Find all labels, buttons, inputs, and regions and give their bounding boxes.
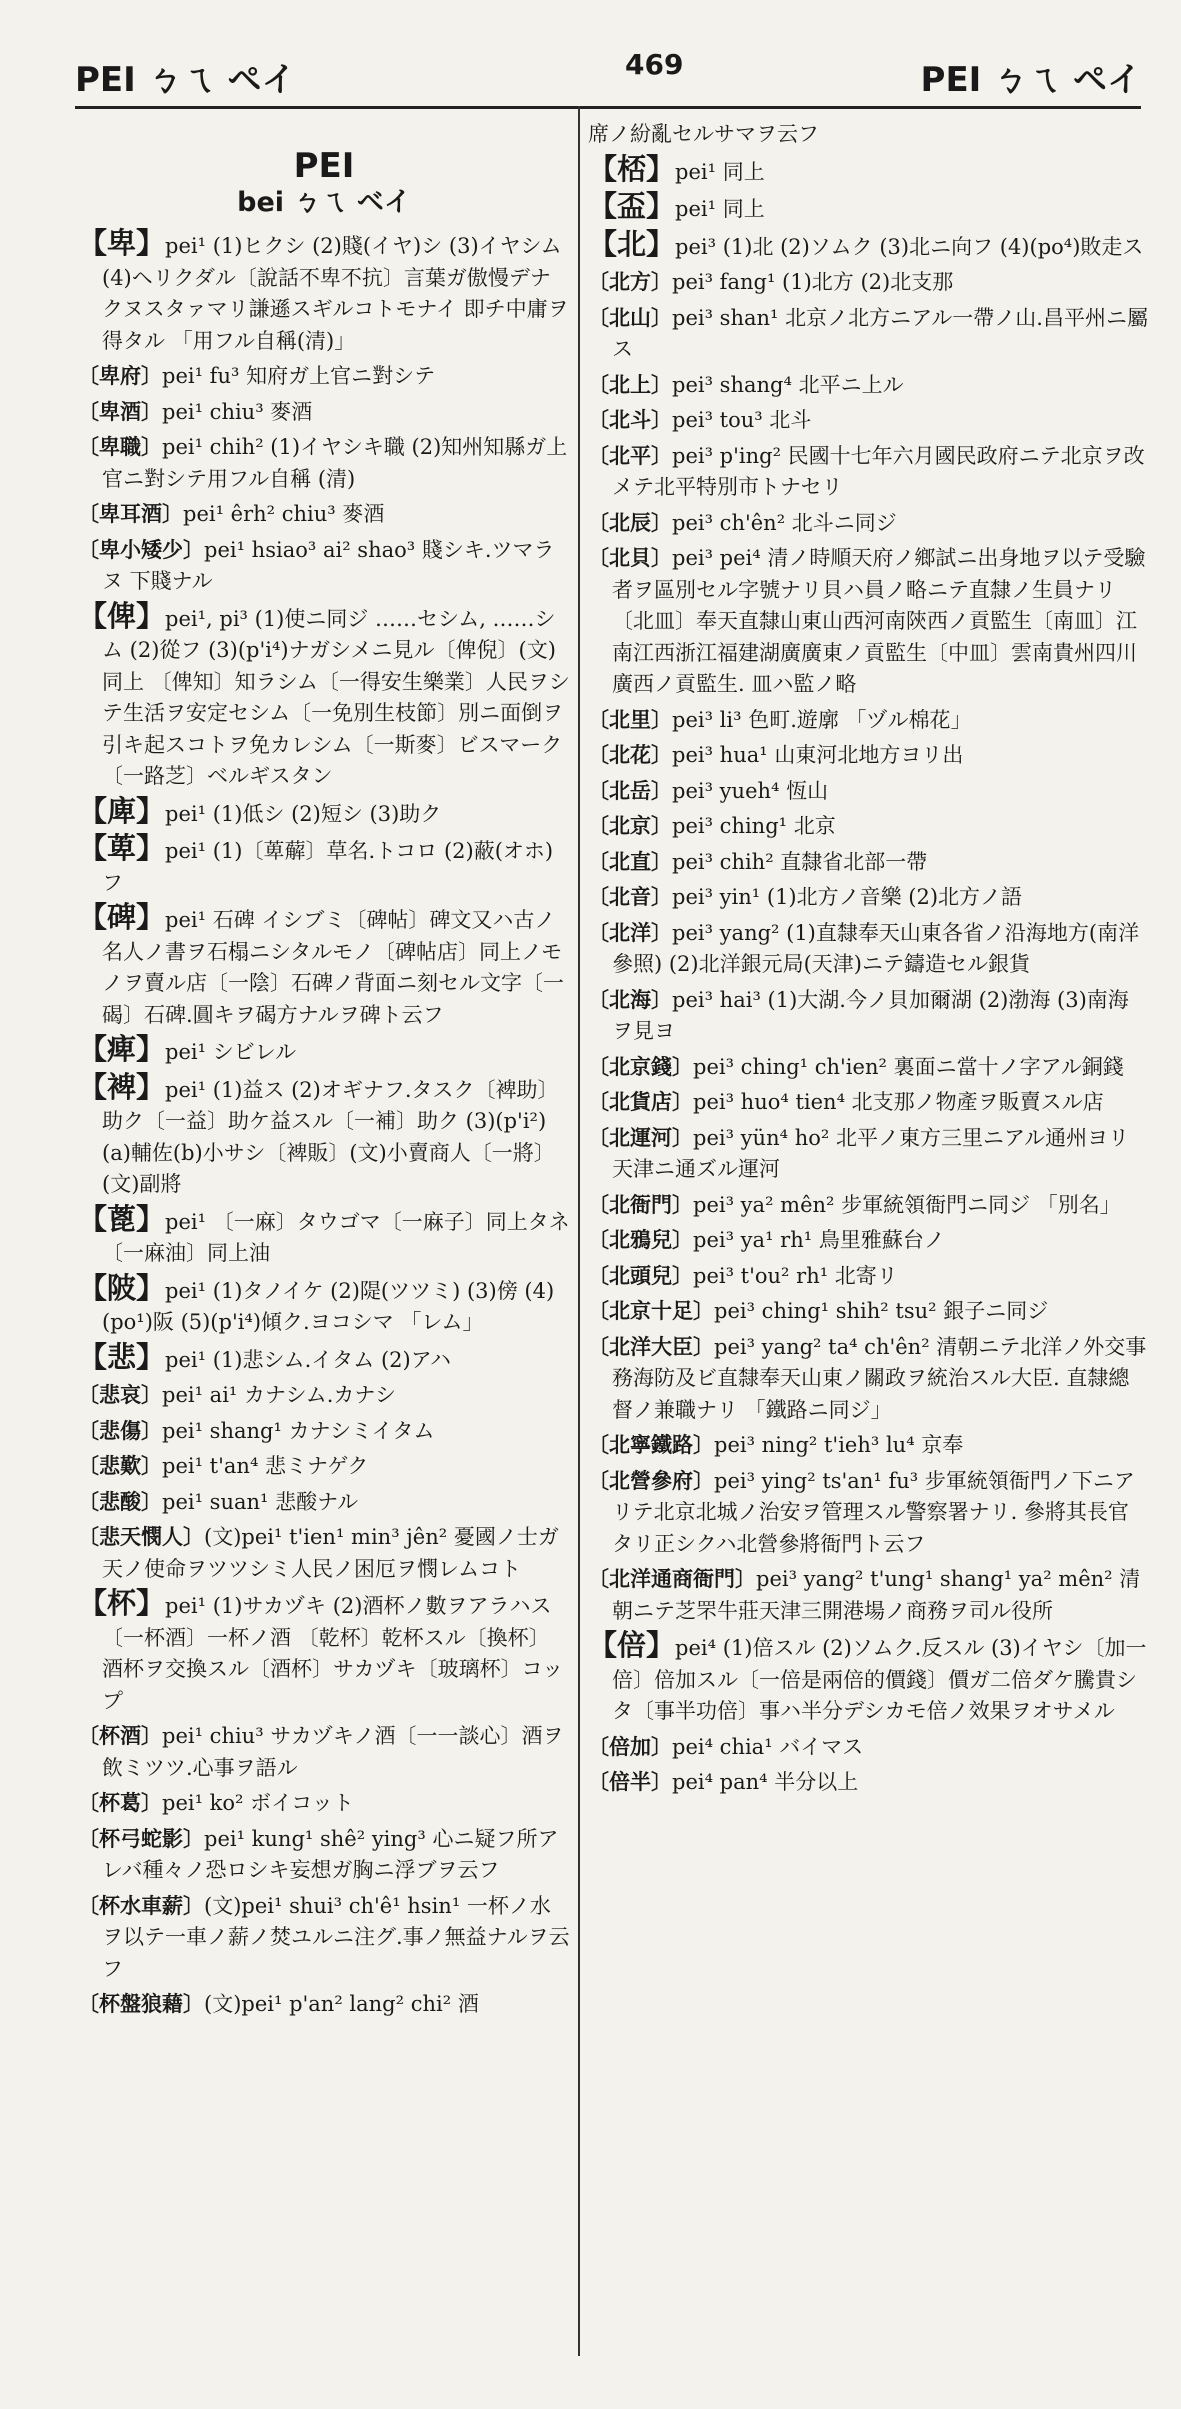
dictionary-entry	[588, 984, 1148, 1048]
dictionary-entry	[588, 1295, 1148, 1328]
left-entries	[78, 228, 570, 2021]
page-number: 469	[625, 48, 684, 81]
entry-definition: pei¹ 同上	[675, 159, 765, 184]
entry-headword: 〔北直〕	[588, 848, 672, 874]
entry-definition: pei³ ya² mên² 步軍統領衙門ニ同ジ 「別名」	[693, 1192, 1121, 1217]
entry-headword: 〔北寧鐵路〕	[588, 1432, 714, 1457]
entry-definition: pei³ p'ing² 民國十七年六月國民政府ニテ北京ヲ改メテ北平特別市トナセリ	[612, 443, 1145, 499]
dictionary-entry	[78, 360, 570, 393]
entry-definition: pei³ shang⁴ 北平ニ上ル	[672, 372, 904, 397]
entry-headword: 〔倍半〕	[588, 1769, 672, 1794]
entry-definition: pei¹ hsiao³ ai² shao³ 賤シキ.ツマラヌ 下賤ナル	[102, 537, 555, 593]
page-header	[75, 48, 1141, 102]
dictionary-entry	[588, 266, 1148, 299]
right-column	[588, 118, 1148, 1802]
entry-headword: 〔悲酸〕	[78, 1488, 162, 1514]
entry-headword: 〔卑小矮少〕	[78, 536, 204, 562]
dictionary-entry	[78, 1890, 570, 1986]
entry-definition: pei³ ching¹ ch'ien² 裏面ニ當十ノ字アル銅錢	[693, 1054, 1124, 1079]
entry-headword: 〔北音〕	[588, 884, 672, 909]
entry-definition: pei³ fang¹ (1)北方 (2)北支那	[672, 270, 954, 294]
entry-definition: pei¹ 石碑 イシブミ〔碑帖〕碑文又ハ古ノ名人ノ書ヲ石榻ニシタルモノ〔碑帖店〕同上ノモノヲ賣ル店〔一陰〕石碑ノ背面ニ刻セル文字〔一碣〕石碑.圓キヲ碣方ナルヲ碑ト云フ	[102, 908, 564, 1027]
entry-headword: 〔杯盤狼藉〕	[78, 1991, 204, 2016]
dictionary-entry	[588, 1189, 1148, 1222]
entry-definition: pei¹ suan¹ 悲酸ナル	[162, 1489, 359, 1514]
entry-definition: pei¹ t'an⁴ 悲ミナゲク	[162, 1454, 369, 1478]
dictionary-entry	[588, 404, 1148, 437]
dictionary-entry	[78, 598, 570, 793]
dictionary-entry	[588, 1465, 1148, 1561]
entry-headword: 〔北山〕	[588, 304, 672, 330]
entry-headword: 【倍】	[588, 1628, 676, 1662]
dictionary-entry	[78, 1521, 570, 1585]
entry-headword: 〔北斗〕	[588, 407, 672, 432]
entry-headword: 【卑】	[78, 226, 166, 260]
entry-definition: pei⁴ pan⁴ 半分以上	[672, 1770, 859, 1794]
entry-definition: pei¹ fu³ 知府ガ上官ニ對シテ	[162, 364, 436, 388]
entry-headword: 〔北上〕	[588, 371, 672, 397]
entry-headword: 〔北衙門〕	[588, 1191, 693, 1217]
entry-definition: pei¹ êrh² chiu³ 麥酒	[183, 502, 385, 526]
dictionary-entry	[588, 1429, 1148, 1462]
entry-definition: pei³ shan¹ 北京ノ北方ニアル一帶ノ山.昌平州ニ屬ス	[612, 305, 1148, 361]
dictionary-entry	[588, 775, 1148, 808]
entry-headword: 【北】	[588, 226, 676, 261]
entry-headword: 〔北京〕	[588, 813, 672, 838]
entry-definition: pei¹ (1)〔萆薢〕草名.トコロ (2)蔽(オホ)フ	[102, 839, 554, 895]
entry-headword: 〔杯弓蛇影〕	[78, 1825, 204, 1851]
dictionary-entry	[588, 1051, 1148, 1084]
dictionary-entry	[588, 440, 1148, 504]
dictionary-entry	[588, 1630, 1148, 1728]
entry-definition: pei³ (1)北 (2)ソムク (3)北ニ向フ (4)(po⁴)敗走ス	[675, 234, 1144, 259]
entry-definition: pei³ yang² (1)直隸奉天山東各省ノ沿海地方(南洋參照) (2)北洋銀元局(天津)ニテ鑄造セル銀貨	[612, 920, 1140, 976]
entry-headword: 〔卑耳酒〕	[78, 501, 183, 526]
entry-headword: 〔北洋大臣〕	[588, 1333, 714, 1359]
entry-definition: pei³ li³ 色町.遊廓 「ヅル棉花」	[672, 707, 972, 732]
entry-definition: (文)pei¹ t'ien¹ min³ jên² 憂國ノ士ガ天ノ使命ヲツツシミ人民ノ困厄ヲ憫レムコト	[102, 1525, 559, 1581]
dictionary-entry	[588, 1331, 1148, 1427]
entry-definition: pei³ yang² t'ung¹ shang¹ ya² mên² 清朝ニテ芝罘牛莊天津三開港場ノ商務ヲ司ル役所	[612, 1567, 1141, 1623]
dictionary-entry	[588, 1563, 1148, 1627]
entry-headword: 〔悲歎〕	[78, 1453, 162, 1478]
entry-headword: 〔悲天憫人〕	[78, 1524, 204, 1549]
section-subtitle: bei ㄅㄟ ベイ	[237, 187, 411, 218]
right-entries	[588, 118, 1148, 1799]
entry-headword: 【桮】	[588, 151, 676, 186]
entry-headword: 〔杯酒〕	[78, 1723, 162, 1748]
entry-definition: pei¹ ko² ボイコット	[162, 1791, 354, 1815]
entry-headword: 【杯】	[78, 1586, 166, 1620]
section-heading	[78, 146, 570, 220]
entry-headword: 〔卑職〕	[78, 434, 162, 459]
entry-headword: 【裨】	[78, 1069, 166, 1104]
dictionary-entry	[78, 1823, 570, 1887]
entry-definition: pei¹ chiu³ サカヅキノ酒〔一一談心〕酒ヲ飲ミツツ.心事ヲ語ル	[102, 1724, 564, 1780]
entry-headword: 〔北里〕	[588, 706, 672, 732]
entry-definition: pei¹ シビレル	[165, 1040, 297, 1064]
dictionary-entry	[588, 226, 1148, 264]
entry-definition: pei³ pei⁴ 清ノ時順天府ノ鄉試ニ出身地ヲ以テ受驗者ヲ區別セル字號ナリ貝ハ員ノ略ニテ直隸ノ生員ナリ〔北皿〕奉天直隸山東山西河南陝西ノ貢監生〔南皿〕江南江西浙江福建湖廣廣東ノ貢監生〔中皿〕雲南貴州四川廣西ノ貢監生. 皿ハ監ノ略	[612, 546, 1146, 696]
dictionary-entry	[588, 1086, 1148, 1119]
dictionary-entry	[588, 191, 1148, 226]
dictionary-entry	[588, 917, 1148, 981]
dictionary-entry	[78, 1450, 570, 1483]
entry-headword: 〔杯葛〕	[78, 1790, 162, 1815]
section-title: PEI	[293, 146, 355, 186]
dictionary-entry	[588, 542, 1148, 701]
dictionary-entry	[78, 1588, 570, 1717]
entry-headword: 〔北花〕	[588, 742, 672, 767]
header-left: PEI ㄅㄟ ペイ	[75, 60, 296, 100]
entry-definition: 席ノ紛亂セルサマヲ云フ	[588, 122, 819, 146]
dictionary-entry	[78, 498, 570, 531]
entry-headword: 〔北鴉兒〕	[588, 1227, 693, 1252]
dictionary-entry	[588, 881, 1148, 914]
left-column	[78, 118, 570, 2024]
entry-headword: 〔北運河〕	[588, 1124, 693, 1150]
header-rule	[75, 106, 1141, 109]
dictionary-entry	[78, 1270, 570, 1339]
dictionary-entry	[588, 118, 1148, 151]
entry-headword: 〔北京錢〕	[588, 1053, 693, 1079]
entry-headword: 【蓖】	[78, 1201, 166, 1236]
entry-headword: 〔北京十足〕	[588, 1298, 714, 1323]
dictionary-entry	[78, 1339, 570, 1377]
dictionary-entry	[78, 431, 570, 495]
entry-definition: pei¹ (1)低シ (2)短シ (3)助ク	[165, 801, 442, 826]
dictionary-entry	[78, 1069, 570, 1201]
entry-definition: pei¹ ai¹ カナシム.カナシ	[162, 1383, 397, 1407]
entry-definition: pei³ yin¹ (1)北方ノ音樂 (2)北方ノ語	[672, 885, 1023, 909]
dictionary-entry	[588, 151, 1148, 189]
dictionary-entry	[588, 1766, 1148, 1799]
entry-definition: pei³ chih² 直隸省北部一帶	[672, 849, 928, 874]
entry-headword: 〔悲傷〕	[78, 1417, 162, 1443]
entry-headword: 【萆】	[78, 831, 166, 865]
entry-headword: 〔北辰〕	[588, 509, 672, 535]
entry-definition: pei³ ning² t'ieh³ lu⁴ 京奉	[714, 1433, 964, 1457]
dictionary-entry	[78, 1486, 570, 1519]
entry-headword: 【庳】	[78, 793, 166, 828]
dictionary-entry	[78, 228, 570, 357]
entry-definition: pei⁴ chia¹ バイマス	[672, 1734, 864, 1759]
entry-definition: pei¹ kung¹ shê² ying³ 心ニ疑フ所アレバ種々ノ恐ロシキ妄想ガ胸ニ浮ブヲ云フ	[102, 1826, 559, 1882]
entry-headword: 【痺】	[78, 1032, 166, 1066]
entry-definition: pei¹, pi³ (1)使ニ同ジ ……セシム, ……シム (2)從フ (3)(p'i⁴)ナガシメニ見ル〔俾倪〕(文)同上 〔俾知〕知ラシム〔一得安生樂業〕人民ヲシテ生活ヲ安定セシム〔一免別生枝節〕別ニ面倒ヲ引キ起スコトヲ免カレシム〔一斯麥〕ビスマーク〔一路芝〕ベルギスタン	[102, 606, 570, 788]
entry-headword: 〔北營參府〕	[588, 1467, 714, 1493]
entry-headword: 〔悲哀〕	[78, 1382, 162, 1407]
entry-definition: pei¹ shang¹ カナシミイタム	[162, 1418, 435, 1443]
entry-headword: 〔北貝〕	[588, 545, 672, 570]
entry-definition: pei⁴ (1)倍スル (2)ソムク.反スル (3)イヤシ〔加一倍〕倍加スル〔一倍是兩倍的價錢〕價ガ二倍ダケ騰貴シタ〔事半功倍〕事ハ半分デシカモ倍ノ效果ヲオサメル	[612, 1636, 1147, 1723]
entry-definition: pei¹ (1)タノイケ (2)隄(ツツミ) (3)傍 (4)(po¹)阪 (5)(p'i⁴)傾ク.ヨコシマ 「レム」	[102, 1278, 555, 1334]
dictionary-entry	[78, 1201, 570, 1270]
entry-definition: pei³ hua¹ 山東河北地方ヨリ出	[672, 743, 964, 767]
entry-headword: 【盃】	[588, 189, 676, 223]
dictionary-entry	[588, 1260, 1148, 1293]
header-right: PEI ㄅㄟ ペイ	[920, 60, 1141, 100]
dictionary-entry	[78, 396, 570, 429]
entry-headword: 〔北平〕	[588, 442, 672, 468]
dictionary-entry	[588, 739, 1148, 772]
entry-definition: pei¹ (1)サカヅキ (2)酒杯ノ數ヲアラハス〔一杯酒〕一杯ノ酒 〔乾杯〕乾杯スル〔換杯〕酒杯ヲ交換スル〔酒杯〕サカヅキ〔玻璃杯〕コップ	[102, 1594, 564, 1713]
dictionary-entry	[588, 1122, 1148, 1186]
entry-definition: (文)pei¹ shui³ ch'ê¹ hsin¹ 一杯ノ水ヲ以テ一車ノ薪ノ焚ユルニ注グ.事ノ無益ナルヲ云フ	[102, 1893, 570, 1981]
dictionary-entry	[78, 1787, 570, 1820]
dictionary-entry	[78, 902, 570, 1031]
entry-definition: pei³ ching¹ shih² tsu² 銀子ニ同ジ	[714, 1299, 1049, 1323]
entry-headword: 【陂】	[78, 1270, 166, 1305]
entry-headword: 〔卑酒〕	[78, 398, 162, 424]
entry-headword: 〔北頭兒〕	[588, 1262, 693, 1288]
entry-definition: (文)pei¹ p'an² lang² chi² 酒	[204, 1992, 479, 2016]
entry-headword: 〔卑府〕	[78, 363, 162, 388]
entry-headword: 【碑】	[78, 900, 166, 934]
entry-definition: pei³ yang² ta⁴ ch'ên² 清朝ニテ北洋ノ外交事務海防及ビ直隸奉天山東ノ關政ヲ統治スル大臣. 直隸總督ノ兼職ナリ 「鐵路ニ同ジ」	[612, 1334, 1147, 1422]
dictionary-entry	[588, 369, 1148, 402]
entry-definition: pei³ ying² ts'an¹ fu³ 步軍統領衙門ノ下ニアリテ北京北城ノ治安ヲ管理スル警察署ナリ. 參將其長官タリ正シクハ北營參將衙門ト云フ	[612, 1468, 1135, 1556]
entry-definition: pei¹ (1)ヒクシ (2)賤(イヤ)シ (3)イヤシム (4)ヘリクダル〔說話不卑不抗〕言葉ガ傲慢デナクヌスタァマリ謙遜スギルコトモナイ 即チ中庸ヲ得タル 「用フル自稱(清)」	[102, 234, 569, 353]
entry-definition: pei³ ching¹ 北京	[672, 814, 836, 838]
dictionary-entry	[78, 833, 570, 899]
entry-definition: pei¹ chih² (1)イヤシキ職 (2)知州知縣ガ上官ニ對シテ用フル自稱 (清)	[102, 435, 568, 491]
entry-definition: pei¹ 〔一麻〕タウゴマ〔一麻子〕同上タネ〔一麻油〕同上油	[102, 1209, 570, 1265]
entry-headword: 〔北方〕	[588, 269, 672, 294]
entry-definition: pei³ huo⁴ tien⁴ 北支那ノ物產ヲ販賣スル店	[693, 1090, 1104, 1114]
dictionary-entry	[588, 704, 1148, 737]
dictionary-entry	[78, 1379, 570, 1412]
dictionary-entry	[78, 534, 570, 598]
entry-definition: pei³ ch'ên² 北斗ニ同ジ	[672, 510, 897, 535]
entry-headword: 〔倍加〕	[588, 1733, 672, 1759]
dictionary-entry	[78, 793, 570, 831]
entry-definition: pei¹ chiu³ 麥酒	[162, 399, 313, 424]
entry-definition: pei³ hai³ (1)大湖.今ノ貝加爾湖 (2)渤海 (3)南海ヲ見ヨ	[612, 987, 1129, 1043]
dictionary-entry	[588, 1731, 1148, 1764]
entry-headword: 〔北洋〕	[588, 919, 672, 945]
entry-definition: pei¹ (1)悲シム.イタム (2)アハ	[165, 1347, 452, 1372]
entry-headword: 〔北貨店〕	[588, 1089, 693, 1114]
entry-headword: 〔北海〕	[588, 986, 672, 1012]
entry-headword: 【俾】	[78, 598, 166, 633]
column-divider	[578, 106, 580, 2356]
dictionary-entry	[78, 1988, 570, 2021]
entry-headword: 〔北岳〕	[588, 777, 672, 803]
entry-definition: pei¹ 同上	[675, 197, 765, 221]
entry-definition: pei³ tou³ 北斗	[672, 408, 812, 432]
entry-headword: 〔杯水車薪〕	[78, 1892, 204, 1918]
entry-headword: 〔北洋通商衙門〕	[588, 1566, 756, 1591]
entry-headword: 【悲】	[78, 1339, 166, 1374]
dictionary-entry	[588, 302, 1148, 366]
entry-definition: pei³ yueh⁴ 恆山	[672, 778, 829, 803]
entry-definition: pei³ yün⁴ ho² 北平ノ東方三里ニアル通州ヨリ天津ニ通ズル運河	[612, 1125, 1130, 1181]
dictionary-entry	[588, 1224, 1148, 1257]
dictionary-entry	[588, 507, 1148, 540]
entry-definition: pei³ t'ou² rh¹ 北寄リ	[693, 1263, 898, 1288]
entry-definition: pei¹ (1)益ス (2)オギナフ.タスク〔裨助〕助ク〔一益〕助ケ益スル〔一補〕助ク (3)(p'i²)(a)輔佐(b)小サシ〔裨販〕(文)小賣商人〔一將〕(文)副將	[102, 1077, 559, 1196]
entry-definition: pei³ ya¹ rh¹ 鳥里雅蘇台ノ	[693, 1228, 945, 1252]
dictionary-entry	[78, 1415, 570, 1448]
dictionary-entry	[78, 1720, 570, 1784]
dictionary-entry	[78, 1034, 570, 1069]
dictionary-entry	[588, 810, 1148, 843]
dictionary-entry	[588, 846, 1148, 879]
